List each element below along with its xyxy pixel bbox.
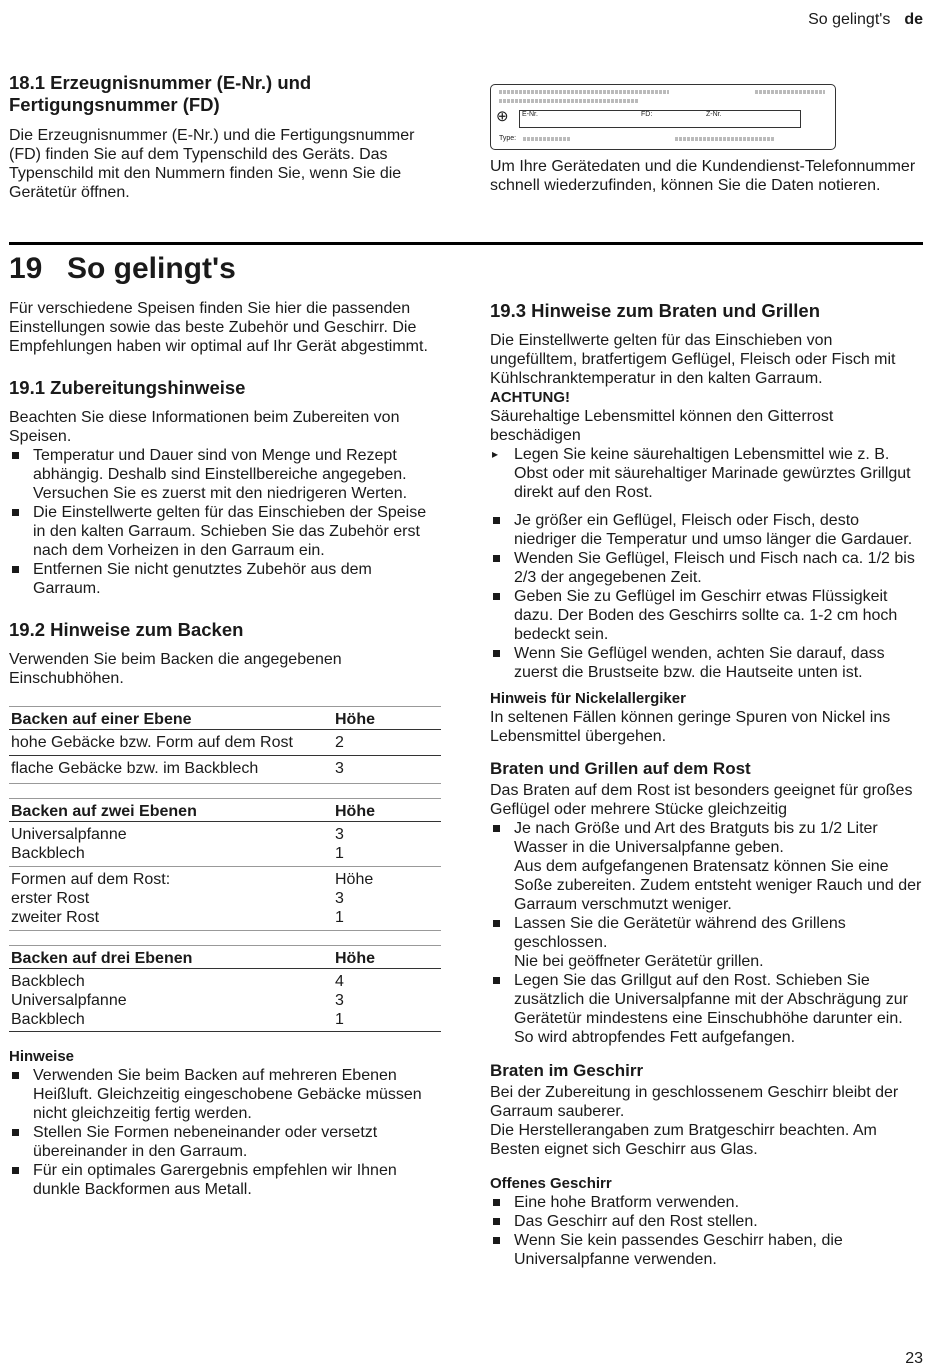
table-cell: hohe Gebäcke bzw. Form auf dem Rost bbox=[11, 734, 293, 751]
table-cell: 1 bbox=[335, 845, 344, 862]
list-item: Stellen Sie Formen nebeneinander oder versetzt übereinander in den Garraum. bbox=[9, 1123, 441, 1161]
section-19-3-lead: Die Einstellwerte gelten für das Einschieben von ungefülltem, bratfertigem Geflügel, Fleisch oder Fisch mit Kühlschranktemperatur in den kalten Garraum. bbox=[490, 332, 896, 387]
section-19-1-title: 19.1 Zubereitungshinweise bbox=[9, 377, 246, 398]
list-item: Wenn Sie Geflügel wenden, achten Sie darauf, dass zuerst die Brustseite bzw. die Hautseite unten ist. bbox=[490, 644, 924, 682]
chapter-number: 19 bbox=[9, 252, 43, 285]
offen-title: Offenes Geschirr bbox=[490, 1175, 612, 1192]
list-item-text: Lassen Sie die Gerätetür während des Grillens geschlossen. bbox=[514, 915, 846, 951]
table-cell: Höhe bbox=[335, 871, 374, 888]
table-header: Backen auf zwei Ebenen bbox=[11, 803, 197, 820]
table-cell: 1 bbox=[335, 909, 344, 926]
type-plate-illustration bbox=[490, 84, 836, 150]
list-item: Entfernen Sie nicht genutztes Zubehör aus dem Garraum. bbox=[9, 560, 441, 598]
ce-logo-icon: ⊕ bbox=[496, 108, 509, 125]
section-19-1-list bbox=[9, 446, 441, 598]
left-column bbox=[9, 299, 441, 1199]
table-cell: Universalpfanne bbox=[11, 992, 127, 1009]
notes-title: Hinweise bbox=[9, 1048, 75, 1065]
chapter-19-heading bbox=[9, 252, 236, 286]
table-cell: Backblech bbox=[11, 1011, 85, 1028]
table-cell: 3 bbox=[335, 760, 344, 777]
section-19-3-title: 19.3 Hinweise zum Braten und Grillen bbox=[490, 300, 821, 321]
table-header: Höhe bbox=[335, 711, 375, 728]
list-item: Eine hohe Bratform verwenden. bbox=[490, 1193, 924, 1212]
list-item bbox=[490, 971, 924, 1047]
list-item: Je größer ein Geflügel, Fleisch oder Fisch, desto niedriger die Temperatur und umso länger die Gardauer. bbox=[490, 511, 924, 549]
list-item: Geben Sie zu Geflügel im Geschirr etwas Flüssigkeit dazu. Der Boden des Geschirrs sollte ca. 1-2 cm hoch bedeckt sein. bbox=[490, 587, 924, 644]
running-header bbox=[808, 11, 923, 29]
offen-list bbox=[490, 1193, 924, 1269]
header-lang: de bbox=[904, 11, 923, 28]
warning-list bbox=[490, 445, 924, 502]
geschirr-text-1: Bei der Zubereitung in geschlossenem Geschirr bleibt der Garraum sauberer. bbox=[490, 1084, 899, 1120]
list-item: Das Geschirr auf den Rost stellen. bbox=[490, 1212, 924, 1231]
plate-znr-label: Z-Nr. bbox=[706, 111, 722, 118]
table-cell: Universalpfanne bbox=[11, 826, 127, 843]
section-18-1-text: Die Erzeugnisnummer (E-Nr.) und die Fertigungsnummer (FD) finden Sie auf dem Typenschild des Geräts. Das Typenschild mit den Nummern finden Sie, wenn Sie die Gerätetür öffnen. bbox=[9, 127, 415, 201]
list-item-text: Legen Sie das Grillgut auf den Rost. Schieben Sie zusätzlich die Universalpfanne mit der Abschrägung zur Gerätetür mindestens eine Einschubhöhe darunter ein. So wird abtropfendes Fett aufgefangen. bbox=[514, 972, 908, 1046]
table-cell: 2 bbox=[335, 734, 344, 751]
plate-enr-label: E-Nr. bbox=[522, 111, 538, 118]
notes-list bbox=[9, 1066, 441, 1199]
geschirr-text-2: Die Herstellerangaben zum Bratgeschirr beachten. Am Besten eignet sich Geschirr aus Glas. bbox=[490, 1122, 877, 1158]
table-header: Höhe bbox=[335, 803, 375, 820]
rost-lead: Das Braten auf dem Rost ist besonders geeignet für großes Geflügel oder mehrere Stücke gleichzeitig bbox=[490, 782, 913, 818]
rost-list bbox=[490, 819, 924, 1047]
baking-table-two-levels bbox=[9, 798, 441, 931]
baking-table-three-levels bbox=[9, 945, 441, 1032]
list-item-text: Je nach Größe und Art des Bratguts bis zu 1/2 Liter Wasser in die Universalpfanne geben. bbox=[514, 820, 878, 856]
chapter-separator bbox=[9, 242, 923, 245]
section-19-3-list bbox=[490, 511, 924, 682]
section-18-1-title: 18.1 Erzeugnisnummer (E-Nr.) und Fertigungsnummer (FD) bbox=[9, 72, 312, 115]
chapter-title: So gelingt's bbox=[67, 252, 236, 285]
list-item: Verwenden Sie beim Backen auf mehreren Ebenen Heißluft. Gleichzeitig eingeschobene Gebäcke müssen nicht gleichzeitig fertig werden. bbox=[9, 1066, 441, 1123]
warning-text: Säurehaltige Lebensmittel können den Gitterrost beschädigen bbox=[490, 408, 834, 444]
section-18-1-note: Um Ihre Gerätedaten und die Kundendienst-Telefonnummer schnell wiederzufinden, können Sie die Daten notieren. bbox=[490, 158, 916, 194]
table-cell: 3 bbox=[335, 890, 344, 907]
list-item-subtext: Aus dem aufgefangenen Bratensatz können Sie eine Soße zubereiten. Zudem entsteht weniger Rauch und der Garraum verschmutzt weniger. bbox=[514, 858, 922, 913]
table-cell: 3 bbox=[335, 992, 344, 1009]
list-item: Temperatur und Dauer sind von Menge und Rezept abhängig. Deshalb sind Einstellbereiche angegeben. Versuchen Sie es zuerst mit den niedrigeren Werten. bbox=[9, 446, 441, 503]
table-cell: 4 bbox=[335, 973, 344, 990]
table-header: Backen auf einer Ebene bbox=[11, 711, 192, 728]
right-column bbox=[490, 300, 924, 1269]
table-cell: 1 bbox=[335, 1011, 344, 1028]
header-title: So gelingt's bbox=[808, 11, 891, 28]
baking-table-one-level bbox=[9, 706, 441, 784]
table-cell: zweiter Rost bbox=[11, 909, 100, 926]
nickel-text: In seltenen Fällen können geringe Spuren von Nickel ins Lebensmittel übergehen. bbox=[490, 709, 891, 745]
list-item: Wenden Sie Geflügel, Fleisch und Fisch nach ca. 1/2 bis 2/3 der angegebenen Zeit. bbox=[490, 549, 924, 587]
section-18-1 bbox=[9, 72, 441, 202]
plate-type-label: Type: bbox=[499, 135, 517, 142]
rost-title: Braten und Grillen auf dem Rost bbox=[490, 759, 751, 778]
list-item: ▸ Legen Sie keine säurehaltigen Lebensmittel wie z. B. Obst oder mit säurehaltiger Marinade gewürztes Grillgut direkt auf den Rost. bbox=[490, 445, 924, 502]
list-item: Für ein optimales Garergebnis empfehlen wir Ihnen dunkle Backformen aus Metall. bbox=[9, 1161, 441, 1199]
nickel-title: Hinweis für Nickelallergiker bbox=[490, 690, 686, 707]
list-item bbox=[490, 914, 924, 971]
section-19-2-title: 19.2 Hinweise zum Backen bbox=[9, 619, 244, 640]
list-item bbox=[490, 819, 924, 914]
list-item: Die Einstellwerte gelten für das Einschieben der Speise in den kalten Garraum. Schieben Sie das Zubehör erst nach dem Vorheizen in den Garraum ein. bbox=[9, 503, 441, 560]
page-number: 23 bbox=[905, 1350, 923, 1367]
table-cell: Backblech bbox=[11, 973, 85, 990]
table-header: Backen auf drei Ebenen bbox=[11, 950, 193, 967]
geschirr-title: Braten im Geschirr bbox=[490, 1061, 644, 1080]
section-19-1-lead: Beachten Sie diese Informationen beim Zubereiten von Speisen. bbox=[9, 409, 400, 445]
warning-title: ACHTUNG! bbox=[490, 389, 570, 406]
chapter-intro: Für verschiedene Speisen finden Sie hier die passenden Einstellungen sowie das beste Zubehör und Geschirr. Die Empfehlungen haben wir optimal auf Ihr Gerät abgestimmt. bbox=[9, 300, 428, 355]
list-item-subtext: Nie bei geöffneter Gerätetür grillen. bbox=[514, 953, 764, 970]
table-cell: Formen auf dem Rost: bbox=[11, 871, 171, 888]
table-cell: Backblech bbox=[11, 845, 85, 862]
section-19-2-lead: Verwenden Sie beim Backen die angegebenen Einschubhöhen. bbox=[9, 651, 342, 687]
table-cell: erster Rost bbox=[11, 890, 90, 907]
table-header: Höhe bbox=[335, 950, 375, 967]
list-item: Wenn Sie kein passendes Geschirr haben, die Universalpfanne verwenden. bbox=[490, 1231, 924, 1269]
table-cell: flache Gebäcke bzw. im Backblech bbox=[11, 760, 259, 777]
plate-fd-label: FD: bbox=[641, 111, 653, 118]
table-cell: 3 bbox=[335, 826, 344, 843]
